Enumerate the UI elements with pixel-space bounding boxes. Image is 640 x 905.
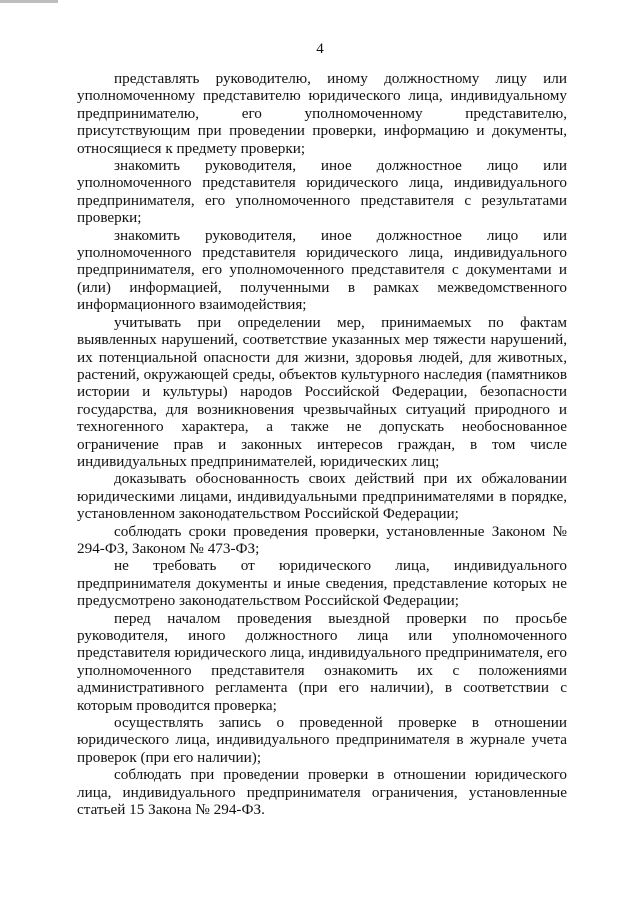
page-number: 4 [316,41,324,57]
paragraph-acquaint-with-results: знакомить руководителя, иное должностное лицо или уполномоченного представителя юридического лица, индивидуального предпринимателя, его уполномоченного представителя с результатами проверки; [77,157,567,227]
paragraph-journal-record: осуществлять запись о проведенной проверке в отношении юридического лица, индивидуального предпринимателя в журнале учета проверок (при его наличии); [77,714,567,766]
paragraph-observe-deadlines: соблюдать сроки проведения проверки, установленные Законом № 294-ФЗ, Законом № 473-ФЗ; [77,522,567,557]
document-body [77,70,567,818]
scan-edge-mark [0,0,58,3]
paragraph-justify-actions: доказывать обоснованность своих действий при их обжаловании юридическими лицами, индивидуальными предпринимателями в порядке, установленном законодательством Российской Федерации; [77,470,567,523]
paragraph-proportional-measures: учитывать при определении мер, принимаемых по фактам выявленных нарушений, соответствие указанных мер тяжести нарушений, их потенциальной опасности для жизни, здоровья людей, для животных, растений, окружающей среды, объектов культурного наследия (памятников истории и культуры) народов Российской Федерации, безопасности государства, для возникновения чрезвычайных ситуаций природного и техногенного характера, а также не допускать необоснованное ограничение прав и законных интересов граждан, в том числе индивидуальных предпринимателей, юридических лиц; [77,313,567,470]
paragraph-no-extra-documents: не требовать от юридического лица, индивидуального предпринимателя документы и иные сведения, представление которых не предусмотрено законодательством Российской Федерации; [77,557,567,610]
paragraph-acquaint-with-documents: знакомить руководителя, иное должностное лицо или уполномоченного представителя юридического лица, индивидуального предпринимателя, его уполномоченного представителя с документами и (или) информацией, полученными в рамках межведомственного информационного взаимодействия; [77,226,567,314]
paragraph-introduce-regulation: перед началом проведения выездной проверки по просьбе руководителя, иного должностного лица или уполномоченного представителя юридического лица, индивидуального предпринимателя, его уполномоченного представителя ознакомить их с положениями административного регламента (при его наличии), в соответствии с которым проводится проверка; [77,609,567,714]
paragraph-observe-restrictions: соблюдать при проведении проверки в отношении юридического лица, индивидуального предпринимателя ограничения, установленные статьей 15 Закона № 294-ФЗ. [77,766,567,819]
paragraph-provide-information: представлять руководителю, иному должностному лицу или уполномоченному представителю юридического лица, индивидуальному предпринимателю, его уполномоченному представителю, присутствующим при проведении проверки, информацию и документы, относящиеся к предмету проверки; [77,70,567,157]
